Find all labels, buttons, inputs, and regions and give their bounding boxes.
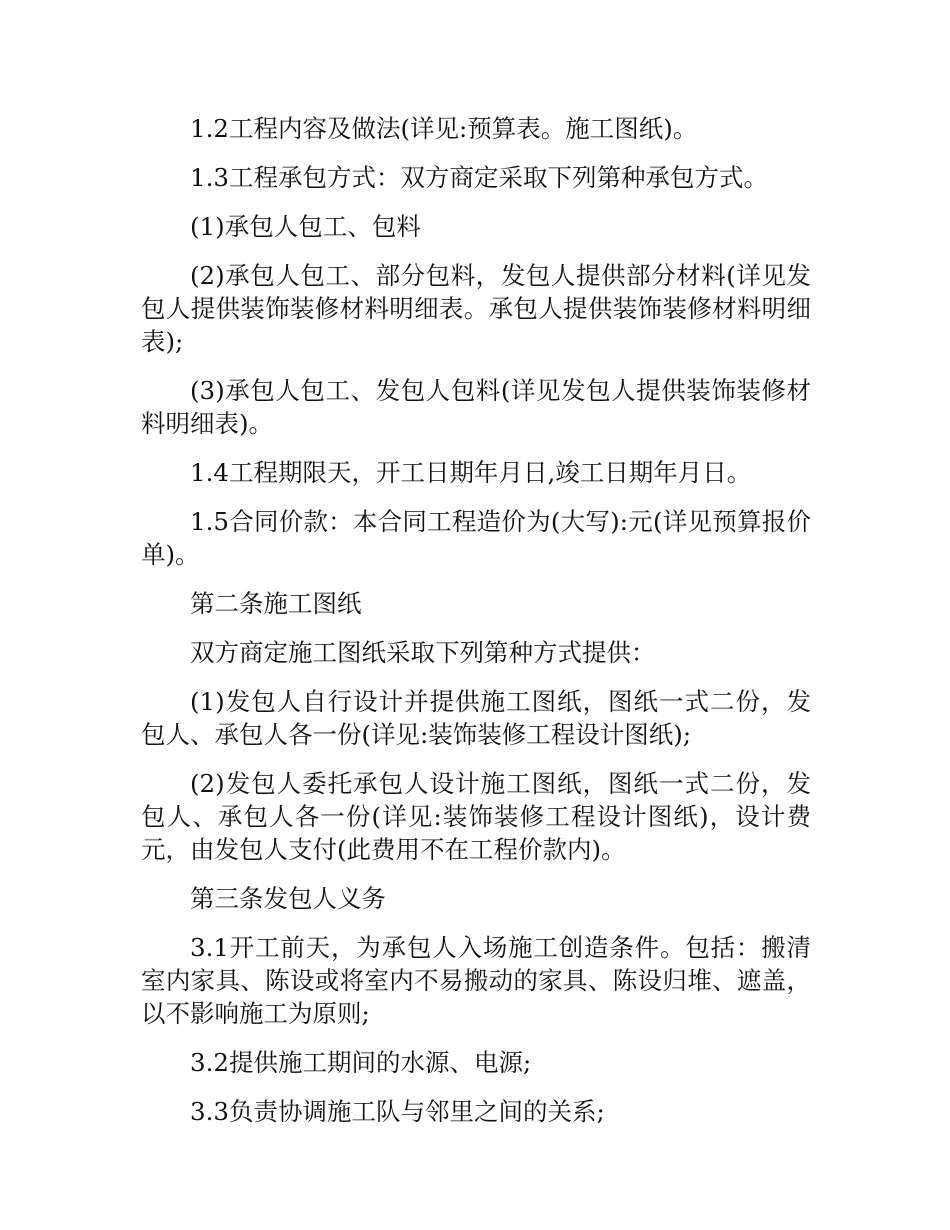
document-page xyxy=(141,112,811,1144)
clause-1-5: 1.5合同价款：本合同工程造价为(大写):元(详见预算报价单)。 xyxy=(141,507,811,569)
clause-3-3: 3.3负责协调施工队与邻里之间的关系; xyxy=(190,1097,605,1126)
drawings-option-2: (2)发包人委托承包人设计施工图纸，图纸一式二份，发包人、承包人各一份(详见:装饰装修工程设计图纸)，设计费元，由发包人支付(此费用不在工程价款内)。 xyxy=(141,769,811,864)
section-heading-3: 第三条发包人义务 xyxy=(190,884,386,913)
option-3-labor-only: (3)承包人包工、发包人包料(详见发包人提供装饰装修材料明细表)。 xyxy=(141,376,811,438)
clause-3-1: 3.1开工前天，为承包人入场施工创造条件。包括：搬清室内家具、陈设或将室内不易搬动的家具、陈设归堆、遮盖，以不影响施工为原则; xyxy=(141,933,811,1028)
drawings-option-1: (1)发包人自行设计并提供施工图纸，图纸一式二份，发包人、承包人各一份(详见:装饰装修工程设计图纸); xyxy=(141,687,811,749)
section-heading-2: 第二条施工图纸 xyxy=(190,589,362,618)
clause-3-2: 3.2提供施工期间的水源、电源; xyxy=(190,1048,532,1077)
clause-1-3: 1.3工程承包方式：双方商定采取下列第种承包方式。 xyxy=(190,163,768,192)
option-2-partial-materials: (2)承包人包工、部分包料，发包人提供部分材料(详见发包人提供装饰装修材料明细表。承包人提供装饰装修材料明细表); xyxy=(141,261,811,356)
clause-1-2: 1.2工程内容及做法(详见:预算表。施工图纸)。 xyxy=(190,114,698,143)
clause-1-4: 1.4工程期限天，开工日期年月日,竣工日期年月日。 xyxy=(190,458,752,487)
option-1-full-contract: (1)承包人包工、包料 xyxy=(190,212,421,241)
drawings-intro: 双方商定施工图纸采取下列第种方式提供： xyxy=(190,638,656,667)
